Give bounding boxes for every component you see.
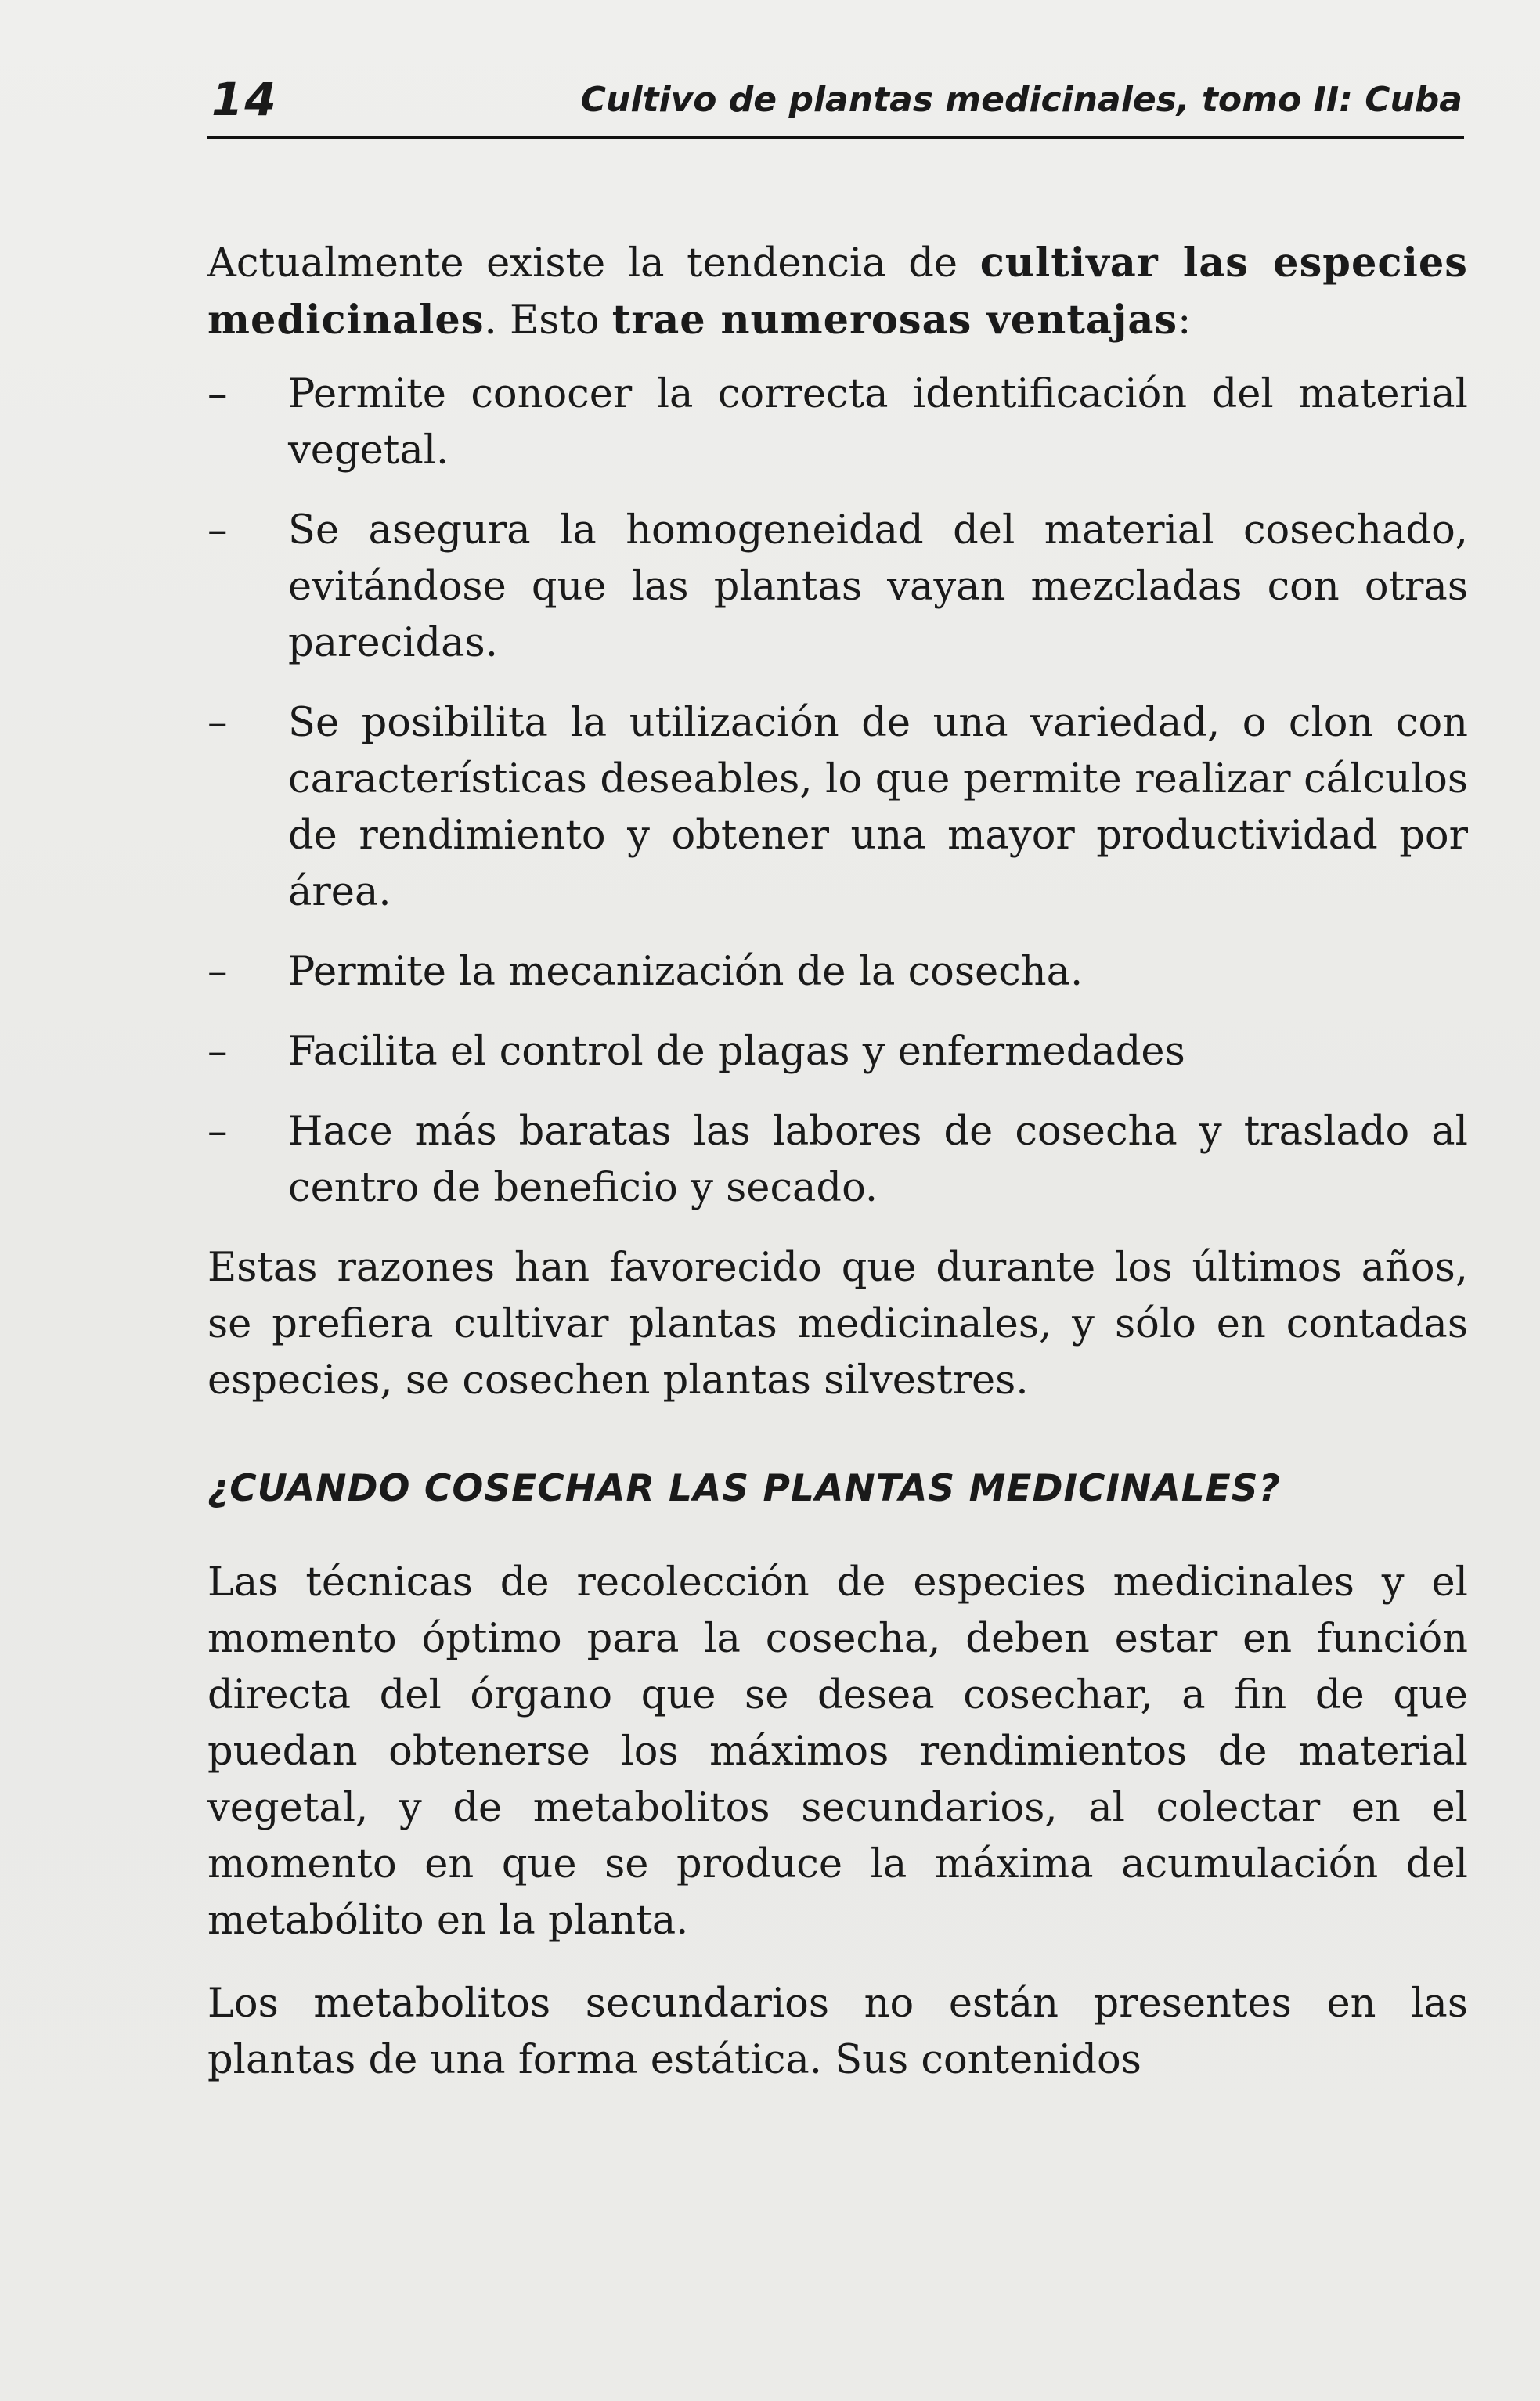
intro-bold-2: trae numerosas ventajas — [611, 297, 1178, 344]
techniques-paragraph: Las técnicas de recolección de especies medicinales y el momento óptimo para la cosecha, deben estar en función directa del órgano que se desea cosechar, a fin de que puedan obtenerse los máximos rendimientos de material vegetal, y de metabolitos secundarios, al colectar en el momento en que se produce la máxima acumulación del metabólito en la planta. — [207, 1559, 1468, 1944]
advantages-list — [207, 366, 1468, 1217]
section-heading: ¿CUANDO COSECHAR LAS PLANTAS MEDICINALES? — [207, 1467, 1281, 1510]
list-item — [207, 503, 1468, 672]
list-item — [207, 695, 1468, 921]
intro-text-1: Actualmente existe la tendencia de — [207, 240, 980, 287]
list-item-text: Permite la mecanización de la cosecha. — [288, 949, 1084, 995]
dash-bullet: – — [207, 949, 228, 995]
intro-bold-1: cultivar las especies medicinales — [207, 240, 1468, 344]
page-header — [207, 69, 1464, 139]
dash-bullet: – — [207, 1109, 228, 1155]
running-head: Cultivo de plantas medicinales, tomo II: Cuba — [580, 80, 1462, 120]
list-item — [207, 1024, 1468, 1080]
list-item-text: Hace más baratas las labores de cosecha y traslado al centro de beneficio y secado. — [288, 1109, 1468, 1211]
list-item-text: Permite conocer la correcta identificación del material vegetal. — [288, 371, 1468, 474]
dash-bullet: – — [207, 371, 228, 417]
intro-paragraph — [207, 235, 1468, 349]
list-item-text: Se asegura la homogeneidad del material cosechado, evitándose que las plantas vayan mezcladas con otras parecidas. — [288, 507, 1468, 666]
list-item — [207, 944, 1468, 1000]
list-item-text: Se posibilita la utilización de una variedad, o clon con características deseables, lo que permite realizar cálculos de rendimiento y obtener una mayor productividad por área. — [288, 700, 1468, 915]
intro-text-3: : — [1178, 297, 1192, 344]
dash-bullet: – — [207, 507, 228, 553]
list-item — [207, 1104, 1468, 1217]
metabolites-paragraph: Los metabolitos secundarios no están presentes en las plantas de una forma estática. Sus contenidos — [207, 1981, 1468, 2083]
dash-bullet: – — [207, 700, 228, 746]
reasons-paragraph: Estas razones han favorecido que durante los últimos años, se prefiera cultivar plantas medicinales, y sólo en contadas especies, se cosechen plantas silvestres. — [207, 1245, 1468, 1404]
list-item-text: Facilita el control de plagas y enfermedades — [288, 1029, 1185, 1075]
list-item — [207, 366, 1468, 479]
page-body — [207, 235, 1468, 2089]
dash-bullet: – — [207, 1029, 228, 1075]
page-number: 14 — [211, 73, 278, 126]
intro-text-2: . Esto — [484, 297, 612, 344]
